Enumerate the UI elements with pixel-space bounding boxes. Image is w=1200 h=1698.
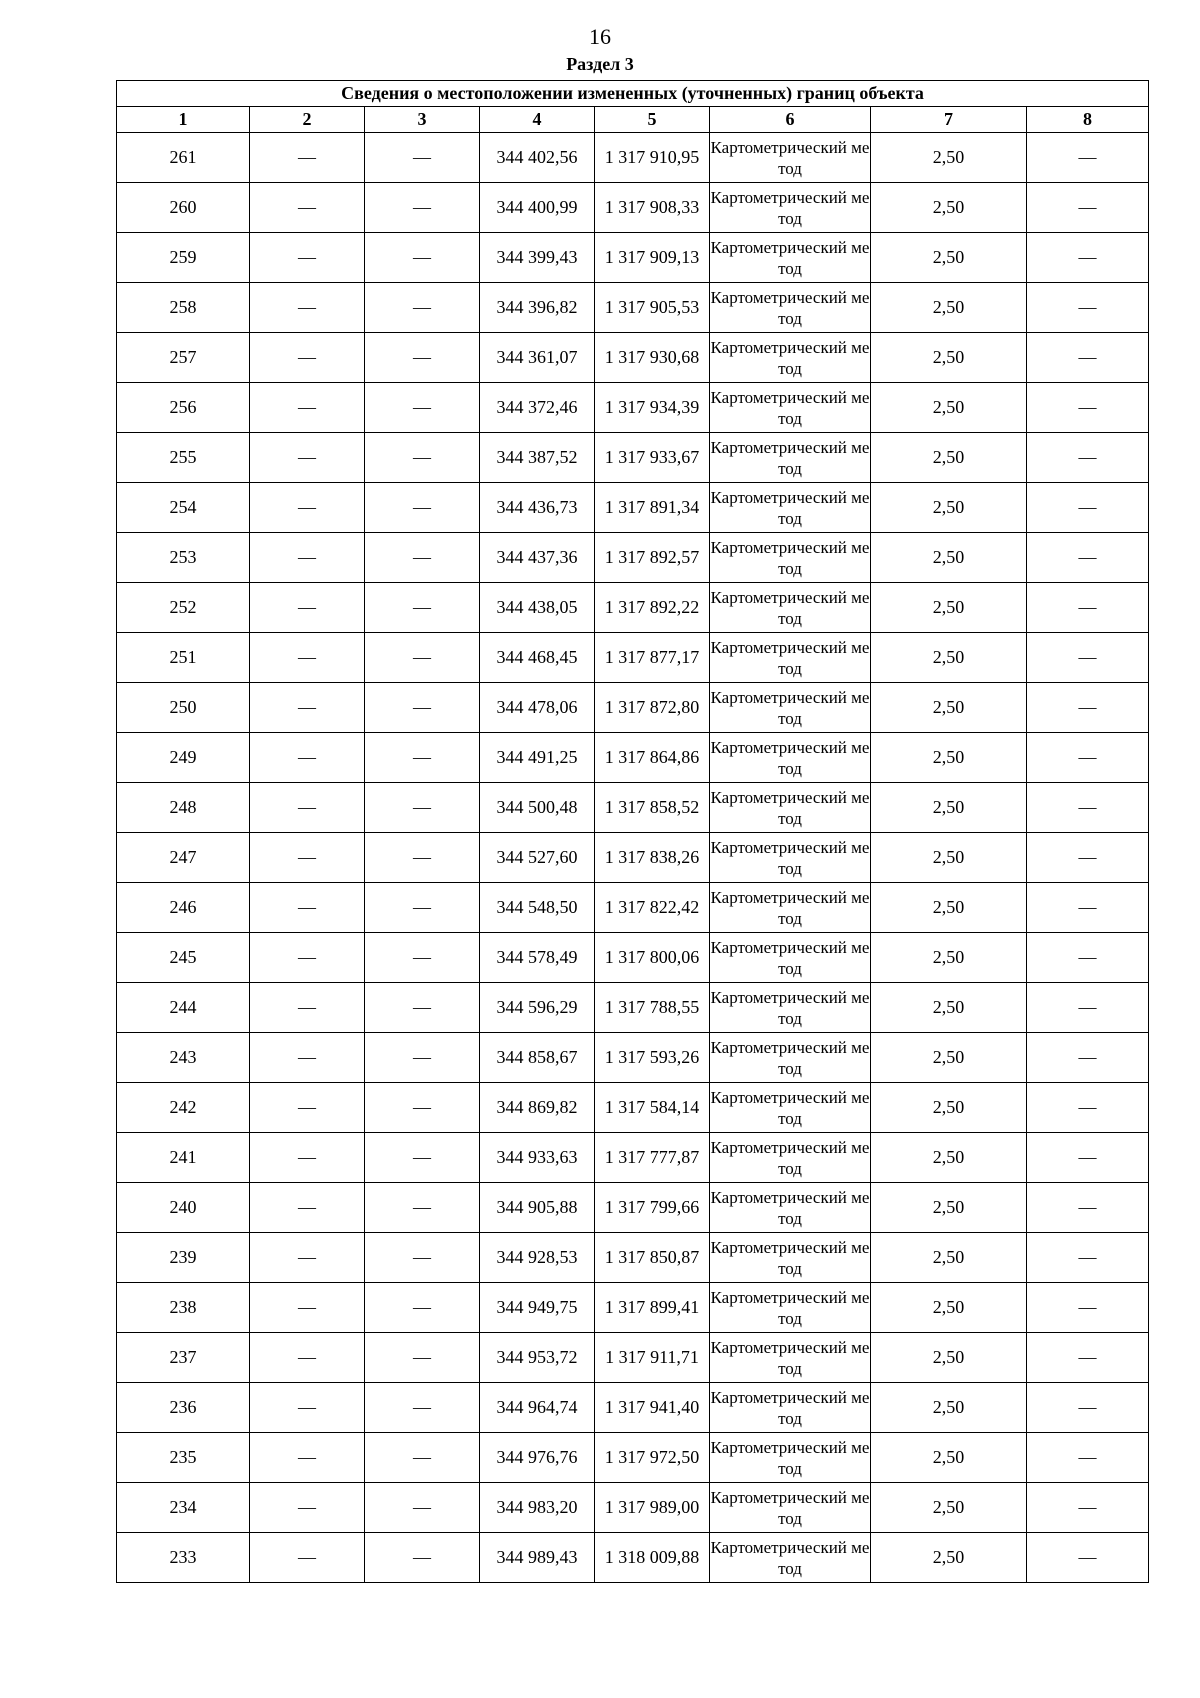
table-row [117, 1333, 1149, 1383]
column-8-cell: — [1027, 583, 1149, 633]
point-number-cell: 242 [117, 1083, 250, 1133]
column-3-cell: — [365, 233, 480, 283]
column-8-cell: — [1027, 983, 1149, 1033]
x-coordinate-cell: 344 953,72 [480, 1333, 595, 1383]
column-2-cell: — [250, 1233, 365, 1283]
x-coordinate-cell: 344 949,75 [480, 1283, 595, 1333]
table-row [117, 1183, 1149, 1233]
y-coordinate-cell: 1 317 788,55 [595, 983, 710, 1033]
column-number: 5 [595, 107, 710, 133]
method-cell: Картометрический метод [710, 1133, 871, 1183]
y-coordinate-cell: 1 317 822,42 [595, 883, 710, 933]
column-8-cell: — [1027, 233, 1149, 283]
column-2-cell: — [250, 483, 365, 533]
column-8-cell: — [1027, 733, 1149, 783]
accuracy-cell: 2,50 [871, 1533, 1027, 1583]
table-row [117, 583, 1149, 633]
accuracy-cell: 2,50 [871, 1383, 1027, 1433]
method-cell: Картометрический метод [710, 1033, 871, 1083]
point-number-cell: 249 [117, 733, 250, 783]
x-coordinate-cell: 344 976,76 [480, 1433, 595, 1483]
y-coordinate-cell: 1 317 905,53 [595, 283, 710, 333]
column-2-cell: — [250, 783, 365, 833]
method-cell: Картометрический метод [710, 583, 871, 633]
column-8-cell: — [1027, 183, 1149, 233]
column-8-cell: — [1027, 1133, 1149, 1183]
point-number-cell: 251 [117, 633, 250, 683]
y-coordinate-cell: 1 317 892,57 [595, 533, 710, 583]
column-2-cell: — [250, 1333, 365, 1383]
column-3-cell: — [365, 1283, 480, 1333]
column-2-cell: — [250, 983, 365, 1033]
point-number-cell: 239 [117, 1233, 250, 1283]
y-coordinate-cell: 1 317 799,66 [595, 1183, 710, 1233]
x-coordinate-cell: 344 989,43 [480, 1533, 595, 1583]
point-number-cell: 260 [117, 183, 250, 233]
column-8-cell: — [1027, 1483, 1149, 1533]
column-number: 1 [117, 107, 250, 133]
point-number-cell: 236 [117, 1383, 250, 1433]
accuracy-cell: 2,50 [871, 1483, 1027, 1533]
column-2-cell: — [250, 133, 365, 183]
method-cell: Картометрический метод [710, 1483, 871, 1533]
accuracy-cell: 2,50 [871, 383, 1027, 433]
page-number: 16 [589, 24, 611, 49]
column-8-cell: — [1027, 1533, 1149, 1583]
column-2-cell: — [250, 833, 365, 883]
accuracy-cell: 2,50 [871, 133, 1027, 183]
column-2-cell: — [250, 1083, 365, 1133]
column-2-cell: — [250, 383, 365, 433]
column-2-cell: — [250, 1133, 365, 1183]
point-number-cell: 235 [117, 1433, 250, 1483]
column-8-cell: — [1027, 283, 1149, 333]
accuracy-cell: 2,50 [871, 1333, 1027, 1383]
accuracy-cell: 2,50 [871, 233, 1027, 283]
method-cell: Картометрический метод [710, 1183, 871, 1233]
table-row [117, 1533, 1149, 1583]
method-cell: Картометрический метод [710, 333, 871, 383]
accuracy-cell: 2,50 [871, 1233, 1027, 1283]
column-2-cell: — [250, 733, 365, 783]
point-number-cell: 250 [117, 683, 250, 733]
x-coordinate-cell: 344 437,36 [480, 533, 595, 583]
y-coordinate-cell: 1 317 892,22 [595, 583, 710, 633]
y-coordinate-cell: 1 318 009,88 [595, 1533, 710, 1583]
table-row [117, 1033, 1149, 1083]
column-8-cell: — [1027, 833, 1149, 883]
table-row [117, 383, 1149, 433]
y-coordinate-cell: 1 317 911,71 [595, 1333, 710, 1383]
column-3-cell: — [365, 1483, 480, 1533]
point-number-cell: 258 [117, 283, 250, 333]
table-row [117, 533, 1149, 583]
method-cell: Картометрический метод [710, 783, 871, 833]
table-row [117, 283, 1149, 333]
point-number-cell: 241 [117, 1133, 250, 1183]
column-number: 8 [1027, 107, 1149, 133]
accuracy-cell: 2,50 [871, 483, 1027, 533]
column-3-cell: — [365, 433, 480, 483]
point-number-cell: 243 [117, 1033, 250, 1083]
x-coordinate-cell: 344 578,49 [480, 933, 595, 983]
column-3-cell: — [365, 733, 480, 783]
method-cell: Картометрический метод [710, 633, 871, 683]
boundary-coordinates-table [116, 80, 1149, 1583]
point-number-cell: 244 [117, 983, 250, 1033]
column-2-cell: — [250, 1183, 365, 1233]
column-8-cell: — [1027, 933, 1149, 983]
y-coordinate-cell: 1 317 584,14 [595, 1083, 710, 1133]
accuracy-cell: 2,50 [871, 1183, 1027, 1233]
y-coordinate-cell: 1 317 593,26 [595, 1033, 710, 1083]
column-3-cell: — [365, 1333, 480, 1383]
method-cell: Картометрический метод [710, 483, 871, 533]
y-coordinate-cell: 1 317 858,52 [595, 783, 710, 833]
column-3-cell: — [365, 1033, 480, 1083]
table-row [117, 233, 1149, 283]
column-3-cell: — [365, 1383, 480, 1433]
y-coordinate-cell: 1 317 838,26 [595, 833, 710, 883]
method-cell: Картометрический метод [710, 1333, 871, 1383]
point-number-cell: 261 [117, 133, 250, 183]
accuracy-cell: 2,50 [871, 1283, 1027, 1333]
column-numbers-row [117, 107, 1149, 133]
column-2-cell: — [250, 633, 365, 683]
accuracy-cell: 2,50 [871, 583, 1027, 633]
table-row [117, 683, 1149, 733]
column-2-cell: — [250, 533, 365, 583]
point-number-cell: 237 [117, 1333, 250, 1383]
method-cell: Картометрический метод [710, 383, 871, 433]
table-row [117, 1283, 1149, 1333]
method-cell: Картометрический метод [710, 1083, 871, 1133]
x-coordinate-cell: 344 491,25 [480, 733, 595, 783]
column-2-cell: — [250, 333, 365, 383]
y-coordinate-cell: 1 317 934,39 [595, 383, 710, 433]
accuracy-cell: 2,50 [871, 683, 1027, 733]
column-2-cell: — [250, 183, 365, 233]
y-coordinate-cell: 1 317 989,00 [595, 1483, 710, 1533]
y-coordinate-cell: 1 317 864,86 [595, 733, 710, 783]
column-8-cell: — [1027, 783, 1149, 833]
column-8-cell: — [1027, 1233, 1149, 1283]
x-coordinate-cell: 344 361,07 [480, 333, 595, 383]
column-number: 4 [480, 107, 595, 133]
method-cell: Картометрический метод [710, 1283, 871, 1333]
y-coordinate-cell: 1 317 850,87 [595, 1233, 710, 1283]
column-8-cell: — [1027, 1083, 1149, 1133]
method-cell: Картометрический метод [710, 1533, 871, 1583]
point-number-cell: 253 [117, 533, 250, 583]
column-3-cell: — [365, 1433, 480, 1483]
x-coordinate-cell: 344 928,53 [480, 1233, 595, 1283]
point-number-cell: 247 [117, 833, 250, 883]
method-cell: Картометрический метод [710, 183, 871, 233]
column-number: 2 [250, 107, 365, 133]
point-number-cell: 254 [117, 483, 250, 533]
table-row [117, 133, 1149, 183]
accuracy-cell: 2,50 [871, 733, 1027, 783]
point-number-cell: 257 [117, 333, 250, 383]
column-3-cell: — [365, 133, 480, 183]
point-number-cell: 238 [117, 1283, 250, 1333]
x-coordinate-cell: 344 500,48 [480, 783, 595, 833]
table-row [117, 933, 1149, 983]
section-title: Раздел 3 [566, 54, 634, 74]
column-2-cell: — [250, 883, 365, 933]
x-coordinate-cell: 344 436,73 [480, 483, 595, 533]
column-3-cell: — [365, 1233, 480, 1283]
x-coordinate-cell: 344 905,88 [480, 1183, 595, 1233]
point-number-cell: 259 [117, 233, 250, 283]
accuracy-cell: 2,50 [871, 1033, 1027, 1083]
column-number: 7 [871, 107, 1027, 133]
x-coordinate-cell: 344 402,56 [480, 133, 595, 183]
column-number: 3 [365, 107, 480, 133]
accuracy-cell: 2,50 [871, 433, 1027, 483]
x-coordinate-cell: 344 399,43 [480, 233, 595, 283]
method-cell: Картометрический метод [710, 883, 871, 933]
table-row [117, 983, 1149, 1033]
column-8-cell: — [1027, 1033, 1149, 1083]
column-2-cell: — [250, 433, 365, 483]
column-8-cell: — [1027, 1333, 1149, 1383]
column-8-cell: — [1027, 433, 1149, 483]
x-coordinate-cell: 344 858,67 [480, 1033, 595, 1083]
accuracy-cell: 2,50 [871, 183, 1027, 233]
column-8-cell: — [1027, 1183, 1149, 1233]
column-3-cell: — [365, 1083, 480, 1133]
column-2-cell: — [250, 233, 365, 283]
column-2-cell: — [250, 1283, 365, 1333]
method-cell: Картометрический метод [710, 1233, 871, 1283]
y-coordinate-cell: 1 317 891,34 [595, 483, 710, 533]
y-coordinate-cell: 1 317 908,33 [595, 183, 710, 233]
y-coordinate-cell: 1 317 877,17 [595, 633, 710, 683]
column-3-cell: — [365, 633, 480, 683]
method-cell: Картометрический метод [710, 1383, 871, 1433]
y-coordinate-cell: 1 317 930,68 [595, 333, 710, 383]
accuracy-cell: 2,50 [871, 933, 1027, 983]
column-3-cell: — [365, 783, 480, 833]
column-8-cell: — [1027, 333, 1149, 383]
accuracy-cell: 2,50 [871, 283, 1027, 333]
x-coordinate-cell: 344 372,46 [480, 383, 595, 433]
column-2-cell: — [250, 1433, 365, 1483]
accuracy-cell: 2,50 [871, 783, 1027, 833]
table-row [117, 1083, 1149, 1133]
table-row [117, 183, 1149, 233]
y-coordinate-cell: 1 317 872,80 [595, 683, 710, 733]
table-row [117, 633, 1149, 683]
point-number-cell: 246 [117, 883, 250, 933]
method-cell: Картометрический метод [710, 283, 871, 333]
point-number-cell: 248 [117, 783, 250, 833]
table-title: Сведения о местоположении измененных (уточненных) границ объекта [117, 81, 1149, 107]
column-2-cell: — [250, 933, 365, 983]
x-coordinate-cell: 344 596,29 [480, 983, 595, 1033]
column-3-cell: — [365, 183, 480, 233]
point-number-cell: 245 [117, 933, 250, 983]
table-row [117, 1233, 1149, 1283]
y-coordinate-cell: 1 317 800,06 [595, 933, 710, 983]
method-cell: Картометрический метод [710, 983, 871, 1033]
column-3-cell: — [365, 1533, 480, 1583]
accuracy-cell: 2,50 [871, 1083, 1027, 1133]
table-title-row [117, 81, 1149, 107]
point-number-cell: 252 [117, 583, 250, 633]
column-2-cell: — [250, 1483, 365, 1533]
column-3-cell: — [365, 283, 480, 333]
accuracy-cell: 2,50 [871, 333, 1027, 383]
column-8-cell: — [1027, 383, 1149, 433]
column-number: 6 [710, 107, 871, 133]
column-3-cell: — [365, 533, 480, 583]
column-8-cell: — [1027, 883, 1149, 933]
column-3-cell: — [365, 833, 480, 883]
column-8-cell: — [1027, 533, 1149, 583]
point-number-cell: 233 [117, 1533, 250, 1583]
y-coordinate-cell: 1 317 910,95 [595, 133, 710, 183]
table-row [117, 333, 1149, 383]
column-8-cell: — [1027, 1433, 1149, 1483]
x-coordinate-cell: 344 468,45 [480, 633, 595, 683]
column-3-cell: — [365, 333, 480, 383]
column-2-cell: — [250, 283, 365, 333]
method-cell: Картометрический метод [710, 533, 871, 583]
x-coordinate-cell: 344 396,82 [480, 283, 595, 333]
accuracy-cell: 2,50 [871, 533, 1027, 583]
column-3-cell: — [365, 883, 480, 933]
method-cell: Картометрический метод [710, 1433, 871, 1483]
method-cell: Картометрический метод [710, 233, 871, 283]
column-2-cell: — [250, 1033, 365, 1083]
x-coordinate-cell: 344 438,05 [480, 583, 595, 633]
y-coordinate-cell: 1 317 899,41 [595, 1283, 710, 1333]
x-coordinate-cell: 344 387,52 [480, 433, 595, 483]
column-8-cell: — [1027, 1383, 1149, 1433]
table-row [117, 883, 1149, 933]
y-coordinate-cell: 1 317 909,13 [595, 233, 710, 283]
column-3-cell: — [365, 1133, 480, 1183]
column-3-cell: — [365, 1183, 480, 1233]
x-coordinate-cell: 344 478,06 [480, 683, 595, 733]
method-cell: Картометрический метод [710, 683, 871, 733]
accuracy-cell: 2,50 [871, 1433, 1027, 1483]
table-row [117, 733, 1149, 783]
x-coordinate-cell: 344 964,74 [480, 1383, 595, 1433]
method-cell: Картометрический метод [710, 133, 871, 183]
column-2-cell: — [250, 1533, 365, 1583]
point-number-cell: 234 [117, 1483, 250, 1533]
table-row [117, 833, 1149, 883]
x-coordinate-cell: 344 933,63 [480, 1133, 595, 1183]
table-row [117, 1433, 1149, 1483]
y-coordinate-cell: 1 317 777,87 [595, 1133, 710, 1183]
point-number-cell: 256 [117, 383, 250, 433]
column-3-cell: — [365, 483, 480, 533]
column-8-cell: — [1027, 1283, 1149, 1333]
accuracy-cell: 2,50 [871, 1133, 1027, 1183]
accuracy-cell: 2,50 [871, 833, 1027, 883]
y-coordinate-cell: 1 317 933,67 [595, 433, 710, 483]
column-2-cell: — [250, 1383, 365, 1433]
table-row [117, 433, 1149, 483]
method-cell: Картометрический метод [710, 433, 871, 483]
column-3-cell: — [365, 983, 480, 1033]
column-3-cell: — [365, 933, 480, 983]
accuracy-cell: 2,50 [871, 883, 1027, 933]
method-cell: Картометрический метод [710, 933, 871, 983]
column-2-cell: — [250, 683, 365, 733]
table-row [117, 783, 1149, 833]
column-3-cell: — [365, 683, 480, 733]
accuracy-cell: 2,50 [871, 633, 1027, 683]
table-row [117, 1133, 1149, 1183]
column-8-cell: — [1027, 133, 1149, 183]
table-body [117, 133, 1149, 1583]
column-3-cell: — [365, 583, 480, 633]
column-8-cell: — [1027, 633, 1149, 683]
point-number-cell: 255 [117, 433, 250, 483]
x-coordinate-cell: 344 400,99 [480, 183, 595, 233]
x-coordinate-cell: 344 548,50 [480, 883, 595, 933]
column-2-cell: — [250, 583, 365, 633]
x-coordinate-cell: 344 869,82 [480, 1083, 595, 1133]
accuracy-cell: 2,50 [871, 983, 1027, 1033]
table-row [117, 483, 1149, 533]
column-8-cell: — [1027, 483, 1149, 533]
x-coordinate-cell: 344 983,20 [480, 1483, 595, 1533]
y-coordinate-cell: 1 317 972,50 [595, 1433, 710, 1483]
point-number-cell: 240 [117, 1183, 250, 1233]
x-coordinate-cell: 344 527,60 [480, 833, 595, 883]
column-8-cell: — [1027, 683, 1149, 733]
table-row [117, 1483, 1149, 1533]
column-3-cell: — [365, 383, 480, 433]
method-cell: Картометрический метод [710, 833, 871, 883]
method-cell: Картометрический метод [710, 733, 871, 783]
table-row [117, 1383, 1149, 1433]
y-coordinate-cell: 1 317 941,40 [595, 1383, 710, 1433]
